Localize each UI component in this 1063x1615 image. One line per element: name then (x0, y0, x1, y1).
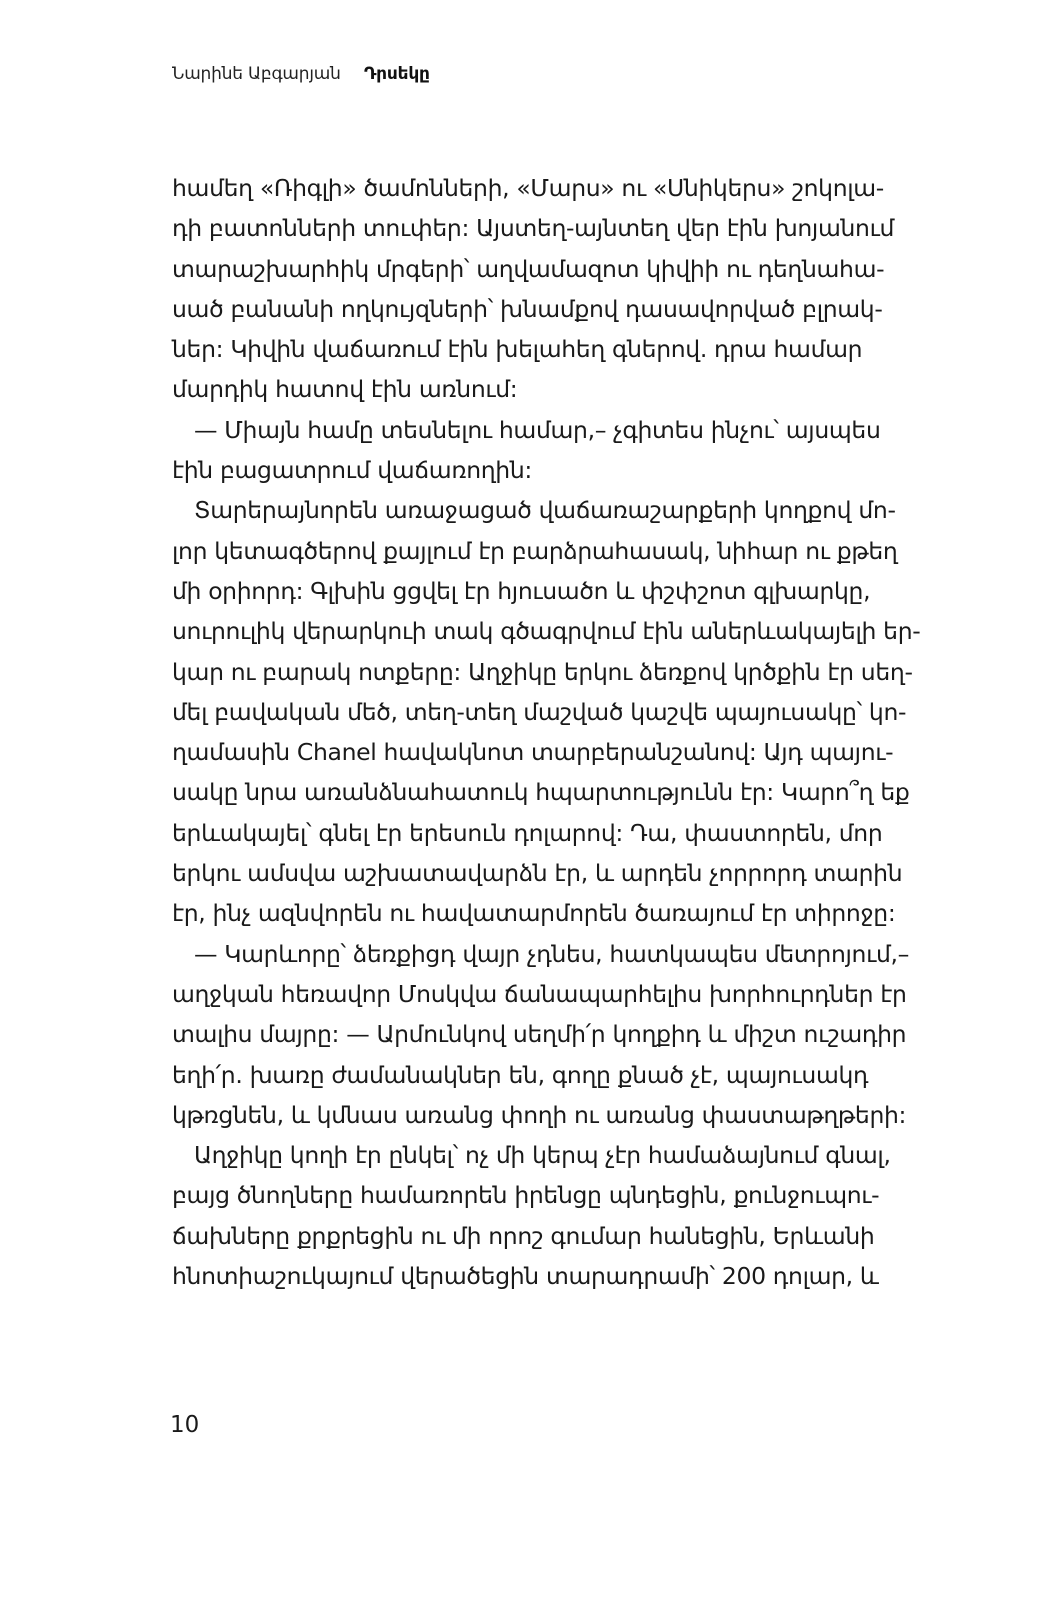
text-line: սակը նրա առանձնահատուկ հպարտությունն էր: Կարո՞ղ եք (172, 778, 910, 807)
text-line: կար ու բարակ ոտքերը: Աղջիկը երկու ձեռքով կրծքին էր սեղ- (172, 657, 913, 686)
body-text (172, 168, 922, 1296)
text-line: երկու ամսվա աշխատավարձն էր, և արդեն չորրորդ տարին (172, 859, 903, 888)
text-line: ճախները քրքրեցին ու մի որոշ գումար հանեցին, Երևանի (172, 1221, 875, 1250)
text-line: մել բավական մեծ, տեղ-տեղ մաշված կաշվե պայուսակը՝ կո- (172, 697, 907, 726)
text-line: Տարերայնորեն առաջացած վաճառաշարքերի կողքով մո- (194, 496, 896, 525)
text-line: էր, ինչ ազնվորեն ու հավատարմորեն ծառայում էր տիրոջը: (172, 899, 896, 928)
text-line: Աղջիկը կողի էր ընկել՝ ոչ մի կերպ չէր համաձայնում գնալ, (194, 1141, 891, 1170)
text-line: բայց ծնողները համառորեն իրենցը պնդեցին, քունջուպու- (172, 1181, 880, 1210)
text-line: էին բացատրում վաճառողին: (172, 456, 532, 485)
text-line: դի բատոնների տուփեր: Այստեղ-այնտեղ վեր էին խոյանում (172, 214, 894, 243)
text-line: հնոտիաշուկայում վերածեցին տարադրամի՝ 200 դոլար, և (172, 1262, 879, 1291)
text-line: ղամասին Chanel հավակնոտ տարբերանշանով: Այդ պայու- (172, 738, 894, 767)
text-line: ներ: Կիվին վաճառում էին խելահեղ գներով. դրա համար (172, 335, 863, 364)
header-book-title: Դրսեկը (363, 64, 430, 84)
text-line: սուրուլիկ վերարկուի տակ գծագրվում էին աներևակայելի եր- (172, 617, 921, 646)
text-line: տալիս մայրը: — Արմունկով սեղմի՛ր կողքիդ և միշտ ուշադիր (172, 1020, 907, 1049)
text-line: եղի՛ր. խառը ժամանակներ են, գողը քնած չէ, պայուսակդ (172, 1060, 869, 1089)
text-line: սած բանանի ողկույզների՝ խնամքով դասավորված բլրակ- (172, 294, 883, 323)
text-line: աղջկան հեռավոր Մոսկվա ճանապարհելիս խորհուրդներ էր (172, 979, 907, 1008)
text-line: կթռցնեն, և կմնաս առանց փողի ու առանց փաստաթղթերի: (172, 1100, 907, 1129)
text-line: տարաշխարհիկ մրգերի՝ աղվամազոտ կիվիի ու դեղնահա- (172, 254, 885, 283)
text-line: մի օրիորդ: Գլխին ցցվել էր հյուսածո և փշփշոտ գլխարկը, (172, 576, 871, 605)
text-line: — Կարևորը՝ ձեռքիցդ վայր չդնես, հատկապես մետրոյում,– (194, 939, 910, 968)
text-line: լոր կետագծերով քայլում էր բարձրահասակ, նիհար ու քթեղ (172, 536, 898, 565)
page-number: 10 (170, 1412, 200, 1438)
text-line: երևակայել՝ գնել էր երեսուն դոլարով: Դա, փաստորեն, մոր (172, 818, 883, 847)
running-header (172, 62, 430, 86)
header-author: Նարինե Աբգարյան (172, 64, 341, 84)
text-line: մարդիկ հատով էին առնում: (172, 375, 518, 404)
text-line: համեղ «Ռիգլի» ծամոնների, «Մարս» ու «Սնիկերս» շոկոլա- (172, 174, 884, 202)
text-line: — Միայն համը տեսնելու համար,– չգիտես ինչու՝ այսպես (194, 415, 881, 444)
